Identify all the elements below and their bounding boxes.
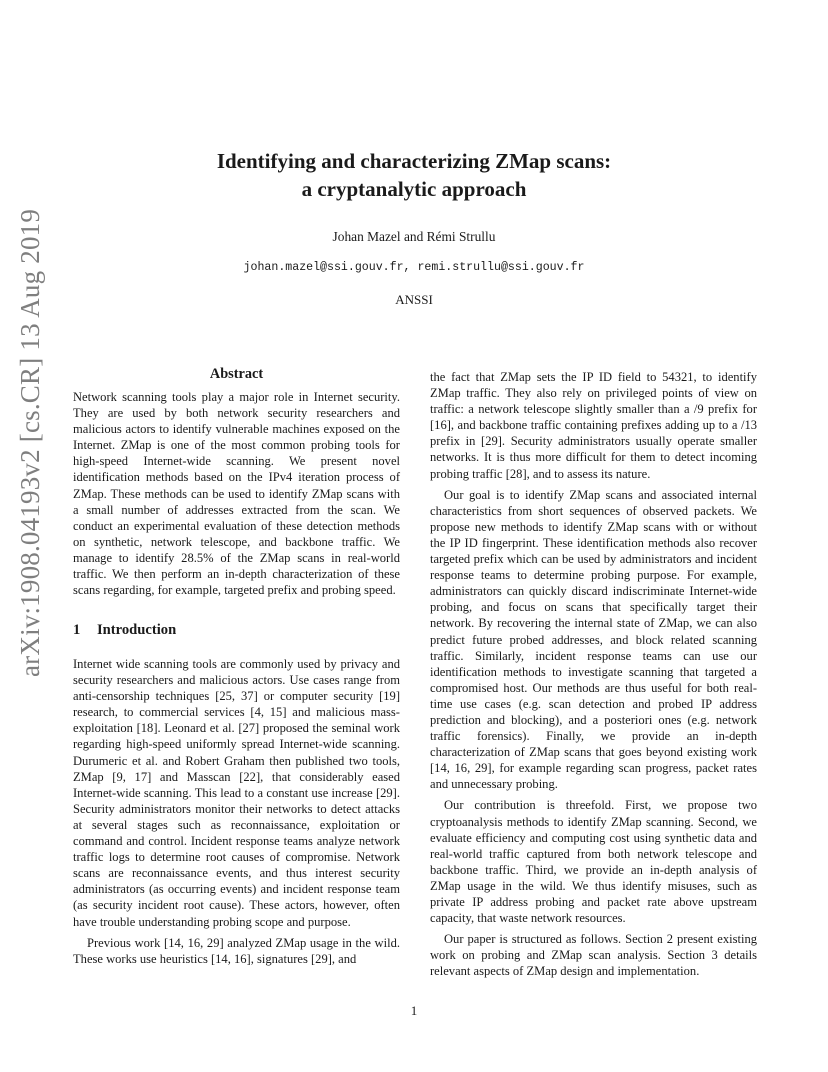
abstract-heading: Abstract xyxy=(209,366,264,382)
abstract-body xyxy=(73,389,400,598)
right-paragraph-4: Our paper is structured as follows. Section 2 present existing work on probing and ZMap scan analysis. Section 3 details relevant aspects of ZMap design and implementation. xyxy=(430,932,757,979)
page-number: 1 xyxy=(410,1003,418,1018)
section-number: 1 xyxy=(73,622,81,638)
section-heading-introduction xyxy=(73,622,176,639)
abstract-paragraph: Network scanning tools play a major role in Internet security. They are used by both network security researchers and malicious actors to identify vulnerable machines exposed on the Internet. ZMap is one of the most common probing tools for high-speed Internet-wide scanning. We present novel identification methods based on the IPv4 iteration process of ZMap. These methods can be used to identify ZMap scans with a small number of addresses extracted from the scan. We conduct an experimental evaluation of these detection methods on synthetic, network telescope, and backbone traffic. We manage to identify 28.5% of the ZMap scans in real-world traffic. We then perform an in-depth characterization of these scans regarding, for example, targeted prefix and probing speed. xyxy=(73,390,400,598)
right-paragraph-1: the fact that ZMap sets the IP ID field to 54321, to identify ZMap traffic. They also rely on privileged points of view on traffic: a network telescope slightly smaller than a /9 prefix for [16], and backbone traffic containing prefixes adding up to a /13 prefix in [29]. Security administrators usually operate smaller networks. It is thus more difficult for them to detect incoming probing traffic [28], and to assess its nature. xyxy=(430,370,757,481)
paper-title-line-1: Identifying and characterizing ZMap scans: xyxy=(216,149,612,173)
intro-paragraph-1: Internet wide scanning tools are commonly used by privacy and security researchers and malicious actors. Use cases range from anti-censorship techniques [25, 37] or computer security [19] research, to commercial services [4, 15] and malicious mass-exploitation [18]. Leonard et al. [27] proposed the seminal work regarding high-speed uniformly spread Internet-wide scanning. Durumeric et al. and Robert Graham then published two tools, ZMap [9, 17] and Masscan [22], that considerably eased Internet-wide scanning. This lead to a constant use increase [29]. Security administrators monitor their networks to detect attacks at several stages such as reconnaissance, exploitation or command and control. Incident response teams analyze network traffic logs to determine root causes of compromise. Network scans are reconnaissance events, and thus interest security administrators (as occurring events) and incident response team (as security incident root cause). These actors, however, often have trouble understanding probing scope and purpose. xyxy=(73,657,400,929)
right-paragraph-3: Our contribution is threefold. First, we propose two cryptoanalysis methods to identify ZMap scanning. Second, we evaluate efficiency and computing cost using synthetic data and real-world traffic captured from both network telescope and backbone traffic. Third, we provide an in-depth analysis of ZMap usage in the wild. We thus identify misuses, such as private IP address probing and packet rate above upstream capacity, that waste network resources. xyxy=(430,798,757,926)
introduction-body xyxy=(73,656,400,967)
intro-paragraph-2: Previous work [14, 16, 29] analyzed ZMap usage in the wild. These works use heuristics [14, 16], signatures [29], and xyxy=(73,935,400,966)
affiliation: ANSSI xyxy=(395,292,433,307)
authors: Johan Mazel and Rémi Strullu xyxy=(332,229,496,244)
section-title: Introduction xyxy=(97,622,177,638)
paper-title-line-2: a cryptanalytic approach xyxy=(301,177,527,201)
right-paragraph-2: Our goal is to identify ZMap scans and associated internal characteristics from short sequences of observed packets. We propose new methods to identify ZMap scans with or without the IP ID fingerprint. These identification methods also recover targeted prefix which can be used by administrators and incident response teams to determine probing purpose. For example, administrators can quickly discard indiscriminate Internet-wide probing, and focus on scans that specifically target their network. By recovering the internal state of ZMap, we can also predict future probed addresses, and block related scanning traffic. Similarly, incident response teams can use our identification methods to investigate scanning that targeted a compromised host. Our methods are thus useful for both real-time use cases (e.g. scan detection and probed IP address prediction and blocking), and a posteriori ones (e.g. network traffic forensics). Finally, we provide an in-depth characterization of ZMap scans that goes beyond existing work [14, 16, 29], for example regarding scan progress, packet rates and unnecessary probing. xyxy=(430,487,757,792)
author-emails: johan.mazel@ssi.gouv.fr, remi.strullu@ssi.gouv.fr xyxy=(243,261,585,274)
right-column-body xyxy=(430,369,757,979)
arxiv-identifier: arXiv:1908.04193v2 [cs.CR] 13 Aug 2019 xyxy=(15,208,45,677)
